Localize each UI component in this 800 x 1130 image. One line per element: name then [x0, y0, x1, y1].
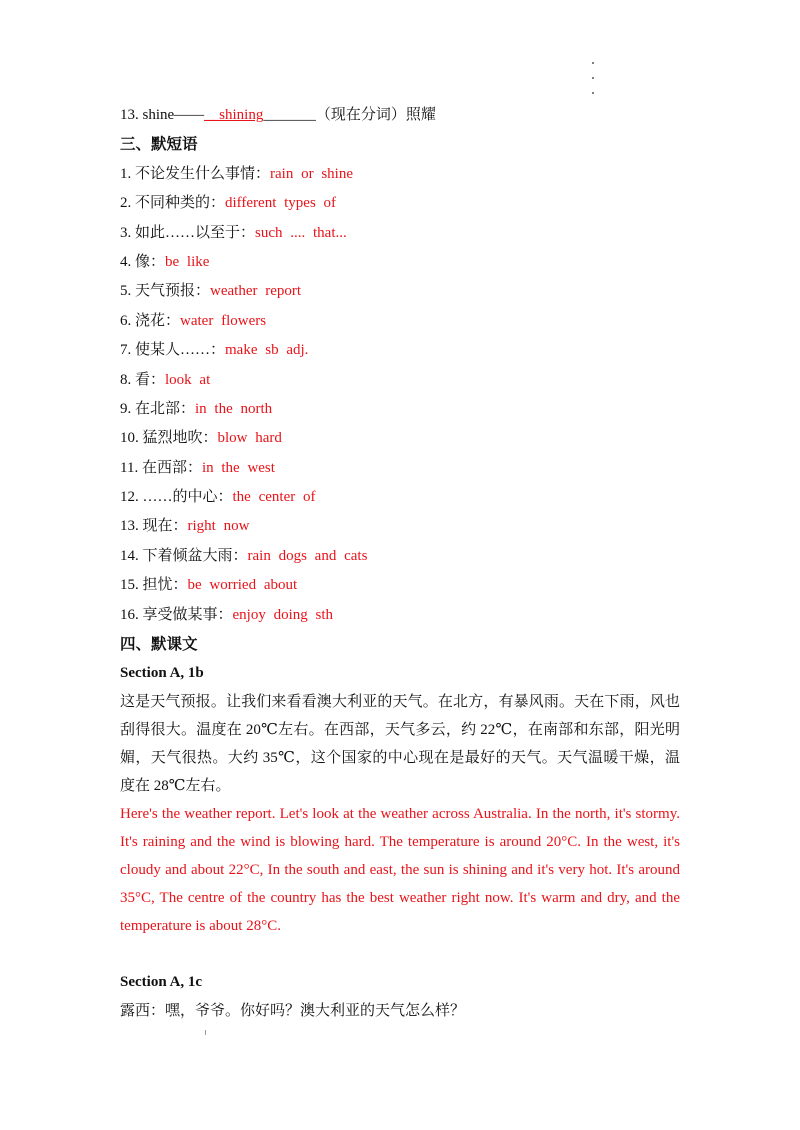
phrase-cn: 6. 浇花： [120, 312, 181, 329]
phrase-cn: 13. 现在： [120, 518, 188, 535]
phrase-cn: 4. 像： [120, 253, 166, 270]
phrase-en: be worried about [187, 577, 298, 594]
section-1c-line: 露西：嘿，爷爷。你好吗？澳大利亚的天气怎么样？ [120, 1003, 466, 1020]
phrase-en: look at [165, 371, 211, 388]
phrase-cn: 15. 担忧： [120, 577, 188, 594]
phrase-en: rain or shine [270, 165, 353, 182]
phrase-en: blow hard [217, 430, 282, 447]
section3-heading: 三、默短语 [120, 136, 198, 154]
phrase-cn: 14. 下着倾盆大雨： [120, 547, 248, 564]
phrase-en: in the north [195, 400, 273, 417]
phrase-en: in the west [201, 459, 275, 476]
fill-suffix: （现在分词）照耀 [315, 107, 436, 123]
phrase-item [120, 248, 680, 277]
phrase-cn: 9. 在北部： [120, 400, 196, 417]
section-1c-title: Section A, 1c [120, 974, 203, 991]
phrase-en: water flowers [180, 312, 267, 329]
phrase-item [120, 483, 680, 512]
phrase-cn: 11. 在西部： [120, 459, 202, 476]
phrase-en: be like [165, 253, 210, 270]
phrase-cn: 2. 不同种类的： [120, 195, 226, 212]
phrase-item [120, 395, 680, 424]
phrase-cn: 7. 使某人……： [120, 342, 226, 359]
phrase-en: make sb adj. [225, 342, 309, 359]
spacer [120, 940, 680, 968]
phrase-cn: 8. 看： [120, 371, 166, 388]
phrase-item [120, 424, 680, 453]
phrase-en: such .... that... [255, 224, 347, 241]
phrase-item [120, 336, 680, 365]
fill-prefix: 13. shine—— [120, 107, 205, 123]
phrase-cn: 10. 猛烈地吹： [120, 430, 218, 447]
phrase-en: rain dogs and cats [247, 547, 368, 564]
phrase-item [120, 307, 680, 336]
document-page [120, 101, 680, 1025]
phrase-item [120, 189, 680, 218]
bottom-mark [205, 1030, 206, 1035]
phrase-list [120, 160, 680, 630]
phrase-en: the center of [232, 489, 316, 506]
phrase-en: enjoy doing sth [232, 606, 334, 623]
phrase-cn: 16. 享受做某事： [120, 606, 233, 623]
phrase-en: different types of [225, 195, 337, 212]
phrase-cn: 1. 不论发生什么事情： [120, 165, 271, 182]
phrase-item [120, 601, 680, 630]
phrase-en: right now [187, 518, 250, 535]
phrase-item [120, 219, 680, 248]
section4-heading: 四、默课文 [120, 636, 198, 654]
section-1b-chinese: 这是天气预报。让我们来看看澳大利亚的天气。在北方，有暴风雨。天在下雨，风也刮得很大。温度在 20℃左右。在西部，天气多云，约 22℃，在南部和东部，阳光明媚，天气很热。大约 35℃，这个国家的中心现在是最好的天气。天气温暖干燥，温度在 28℃左右。 [120, 694, 680, 795]
phrase-item [120, 366, 680, 395]
phrase-item [120, 512, 680, 541]
fill-answer: __shining [204, 107, 264, 123]
phrase-item [120, 542, 680, 571]
phrase-item [120, 454, 680, 483]
phrase-cn: 3. 如此……以至于： [120, 224, 256, 241]
phrase-cn: 5. 天气预报： [120, 283, 211, 300]
fill-blank: _______ [263, 107, 316, 123]
phrase-item [120, 277, 680, 306]
section-1b-english: Here's the weather report. Let's look at the weather across Australia. In the north, it's stormy. It's raining and the wind is blowing hard. The temperature is around 20°C. In the west, it's cloudy and about 22°C, In the south and east, the sun is shining and it's very hot. It's around 35°C, The centre of the country has the best weather right now. It's warm and dry, and the temperature is about 28°C. [120, 806, 680, 935]
phrase-en: weather report [210, 283, 302, 300]
phrase-item [120, 160, 680, 189]
fill-item-13 [120, 101, 680, 130]
phrase-cn: 12. ……的中心： [120, 489, 233, 506]
section-1b-title: Section A, 1b [120, 665, 204, 682]
phrase-item [120, 571, 680, 600]
